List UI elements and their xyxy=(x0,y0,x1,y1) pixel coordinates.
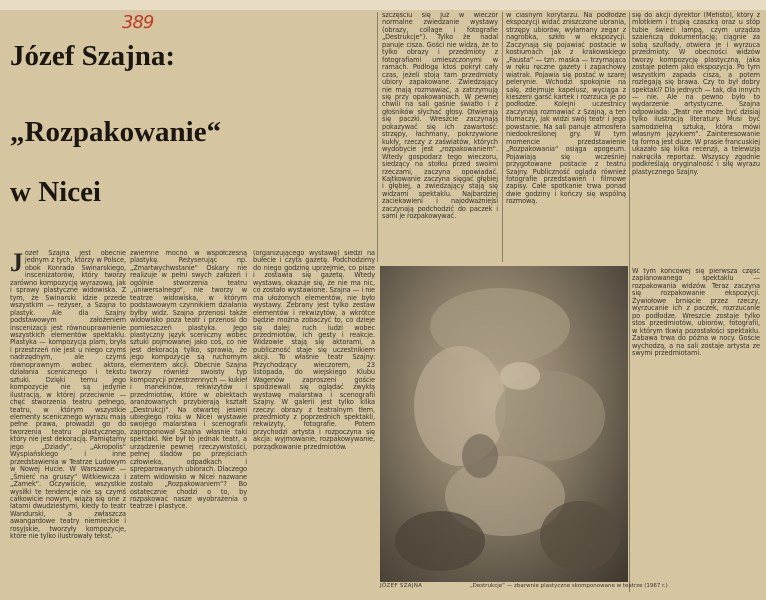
article-column-3: (organizującego wystawę) siedzi na bułecie i czyta gazetę. Podchodzimy do niego godzinę uprzejmie, co pisze i zostawia się gazetę. Wtedy wystawa, okazuje się, że nie ma nic, co zostało wystawione. Szajna — i nie ma ułożonych elementów, nie było wystawy. Zebrany jest tylko zestaw elementów i rekwizytów, a wkrótce będzie można zobaczyć to, co dzieje się dalej: ruch ludzi wobec przedmiotów, ich gesty i reakcje. Widzowie stają się aktorami, a publiczność staje się uczestnikiem akcji. To właśnie teatr Szajny: Przychodzący wieczorem, 23 listopada, do wiejskiego Klubu Wagenów zaproszeni goście spodziewali się oglądać zwykłą wystawę malarstwa i scenografii Szajny. W galerii jest tylko kilka rzeczy: obrazy z teatralnym tłem, przedmioty z poprzednich spektakli, rekwizyty, fotografie. Potem przychodzi artysta i rozpoczyna się akcja: wyjmowanie, rozpakowywanie, porządkowanie przedmiotów. xyxy=(253,250,375,451)
photo-shapes xyxy=(380,266,628,582)
article-column-1 xyxy=(10,250,126,595)
paper-edge xyxy=(0,0,766,10)
article-column-7: W tym końcowej się pierwsza część zaplanowanego spektaklu — rozpakowania widzów. Teraz zaczyna się rozpakowanie ekspozycji. Żywiołowe brnięcie przez rzeczy, wyrzucanie ich z paczek, rozrzucanie po podłodze. Wreszcie zostaje tylko stos przedmiotów, ubiorów, fotografii, w którym tkwią pozostałości spektaklu. Zabawa trwa do późna w nocy. Goście wychodzą, a na sali zostaje artysta ze swymi przedmiotami. xyxy=(632,268,760,357)
column-rule xyxy=(629,12,630,592)
headline-line-3: w Nicei xyxy=(10,176,101,208)
headline-line-1: Józef Szajna: xyxy=(10,40,176,72)
photo-caption-right: „Destrukcje“ — zbarwnie plastyczne skomponowane w teatrze (1967 r.) xyxy=(470,583,668,589)
article-column-6: się do akcji dyrektor (Mefisto), który z mlotkiem i trupią czaszką oraz u stóp tubie świeci lampą, czym urządza szaleńczą dokumentację; ciągnie za sobą szuflady, otwiera je i wyrzuca przedmioty. W obecności widzów tworzy kompozycję plastyczną, jaka zostaje potem jako ekspozycja. Po tym wszystkim zapada cisza, a potem rozlegają się brawa. Czy to był dobry spektakl? Dla jednych — tak, dla innych — nie. Ale na pewno było to wydarzenie artystyczne. Szajna odpowiada: „Teatr nie może być dzisiaj tylko ilustracją literatury. Musi być samodzielną sztuką, która mówi własnym językiem“. Zainteresowanie tą formą jest duże. W prasie francuskiej ukazało się kilka recenzji, a telewizja nakręciła reportaż. Wszyscy zgodnie podkreślają oryginalność i siłę wyrazu plastycznego Szajny. xyxy=(632,12,760,176)
column-1-text: ózef Szajna jest obecnie jednym z tych, którzy w Polsce, obok Konrada Swinarskiego, inscenizatorów, który tworzy zarówno kompozycję wyrazową, jak i sprawy plastyczne widowiska. Z tym, że Swinarski idzie przede wszystkim — reżyser, a Szajna to plastyk. Ale dla Szajny podstawowym założeniem inscenizacji jest równouprawnienie wszystkich elementów spektaklu. Plastyka — kompozycja plam, bryła i przestrzeń nie jest u niego czymś nadrzędnym, ale czymś równoprawnym wobec aktora, działania scenicznego i tekstu sztuki. Dzięki temu jego kompozycje nie są jedynie ilustracją, w której przeciwnie — chęć stworzenia teatru pełnego, teatru, w którym wszystkie elementy scenicznego wyrazu mają pełne prawa, prowadzi go do tworzenia teatru plastycznego, który nie jest dekoracją. Pamiętamy jego „Dziady“, „Akropolis“ Wyspiańskiego i inne przedstawienia w Teatrze Ludowym w Nowej Hucie. W Warszawie — „Śmierć na gruszy“ Witkiewicza i „Zamek“. Oczywiście, wszystkie wysiłki te tendencje nie są czymś całkowicie nowym, wiążą się one z latami dwudziestymi, kiedy to teatr Wandurski, a zwłaszcza awangardowe teatry niemieckie i rosyjskie, tworzyły kompozycje, które nie tylko ilustrowały tekst. xyxy=(10,250,126,541)
halftone-photo xyxy=(380,266,628,582)
article-column-4: szczęściu się już w wieczór normalne zwiedzanie wystawy (obrazy, collage i fotografie „Destrukcje“). Tylko że nadal panuje cisza. Gości nie widzą, że to tylko obrazy i przedmioty z fotografiami umieszczonymi w ramach. Podłogę ktoś pokrył cały czas, jeżeli stoją tam przedmioty ubiory zapakowane. Zwiedzający nie mają rozmawiać, a zatrzymują się przy opakowaniach. W pewnej chwili na sali gaśnie światło i z głośników słychać głosy. Otwierają się paczki. Wreszcie zaczynają pokazywać się ich zawartość: strzępy, łachmany, pokrzywione kukły, rzeczy z zaświatów, których wydobycie jest „rozpakowaniem“. Wtedy gospodarz tego wieczoru, siedzący na stołku przed swoimi rzeczami, zaczyna opowiadać. Kajtkowanie zaczyna sięgać głębiej i głębiej, a zwiedzający stają się widzami spektaklu. Najbardziej zaciekawieni i najodważniejsi zaczynają podchodzić do paczek i sami je rozpakowywać. xyxy=(382,12,498,221)
article-column-5: w ciasnym korytarzu. Na podłodze ekspozycji widać zniszczone ubrania, strzępy ubiorów, wyłamany zegar z nagrobka, szkło w ekspozycji. Zaczynają się pojawiać postacie w kostiumach jak z krakowskiego „Fausta“ — tzn. maska — trzymająca w ręku ręczne gazety i zapachowy wiatrak. Pojawia się postać w szarej pelerynie. Wchodzi spokojnie na salę, zdejmuje kapelusz, wyciąga z kieszeni garść kartek i rozrzuca je po podłodze. Kolejni uczestnicy zaczynają rozmawiać z Szajną, a ten tłumaczy, jak widzi swój teatr i jego powstanie. Na sali panuje atmosfera niedookreślonej gry. W tym momencie przedstawienie „Rozpakowania“ osiąga apogeum. Pojawiają się wcześniej przygotowane postacie z teatru Szajny. Publiczność ogląda również fotografie przedstawień i filmowe zapisy. Całe spotkanie trwa ponad dwie godziny i kończy się wspólną rozmową. xyxy=(506,12,626,206)
column-rule xyxy=(377,12,378,262)
handwritten-page-number: 389 xyxy=(122,12,154,33)
column-rule xyxy=(502,12,503,262)
photo-caption-left: JÓZEF SZAJNA xyxy=(380,583,423,589)
drop-cap: J xyxy=(10,250,23,277)
headline-line-2: „Rozpakowanie“ xyxy=(10,116,222,148)
article-column-2: zwiemne mocno w współczesną plastykę. Reżyserując np. „Zmartwychwstanie“ Oskary nie realizuje w pełni swych założeń i ogólnie stworzenia teatru „uniwersalnego“, nie tworzy w teatrze widowiska, w którym podstawowym czynnikiem działania byłby widz. Szajna przenosi także widowisko poza teatr i przenosi do pomieszczeń plastyka. Jego plastyczny język sceniczny wobec sztuki pojmowanej jako coś, co nie jest dekoracją tylko, sprawia, że jego kompozycje są ruchomym elementem akcji. Obecnie Szajna tworzy również swoisty typ kompozycji przestrzennych — kukieł i manekinów, rekwizytów i przedmiotów, które w obiektach aranżowanych przybierają kształt „Destrukcji“. Na otwartej jesieni ubiegłego roku w Nicei wystawie swojego malarstwa i scenografii zaproponował Szajna własnie taki spektakl. Nie był to jednak teatr, a urządzenie pewnej rzeczywistości, pełnej śladów po przejściach człowieka, odpadkach i spreparowanych ubiorach. Dlaczego zatem widowisko w Nicei nazwane zostało „Rozpakowaniem“? Bo ostatecznie chodzi o to, by rozpakować nasze wyobrażenia o teatrze i plastyce. xyxy=(130,250,247,511)
